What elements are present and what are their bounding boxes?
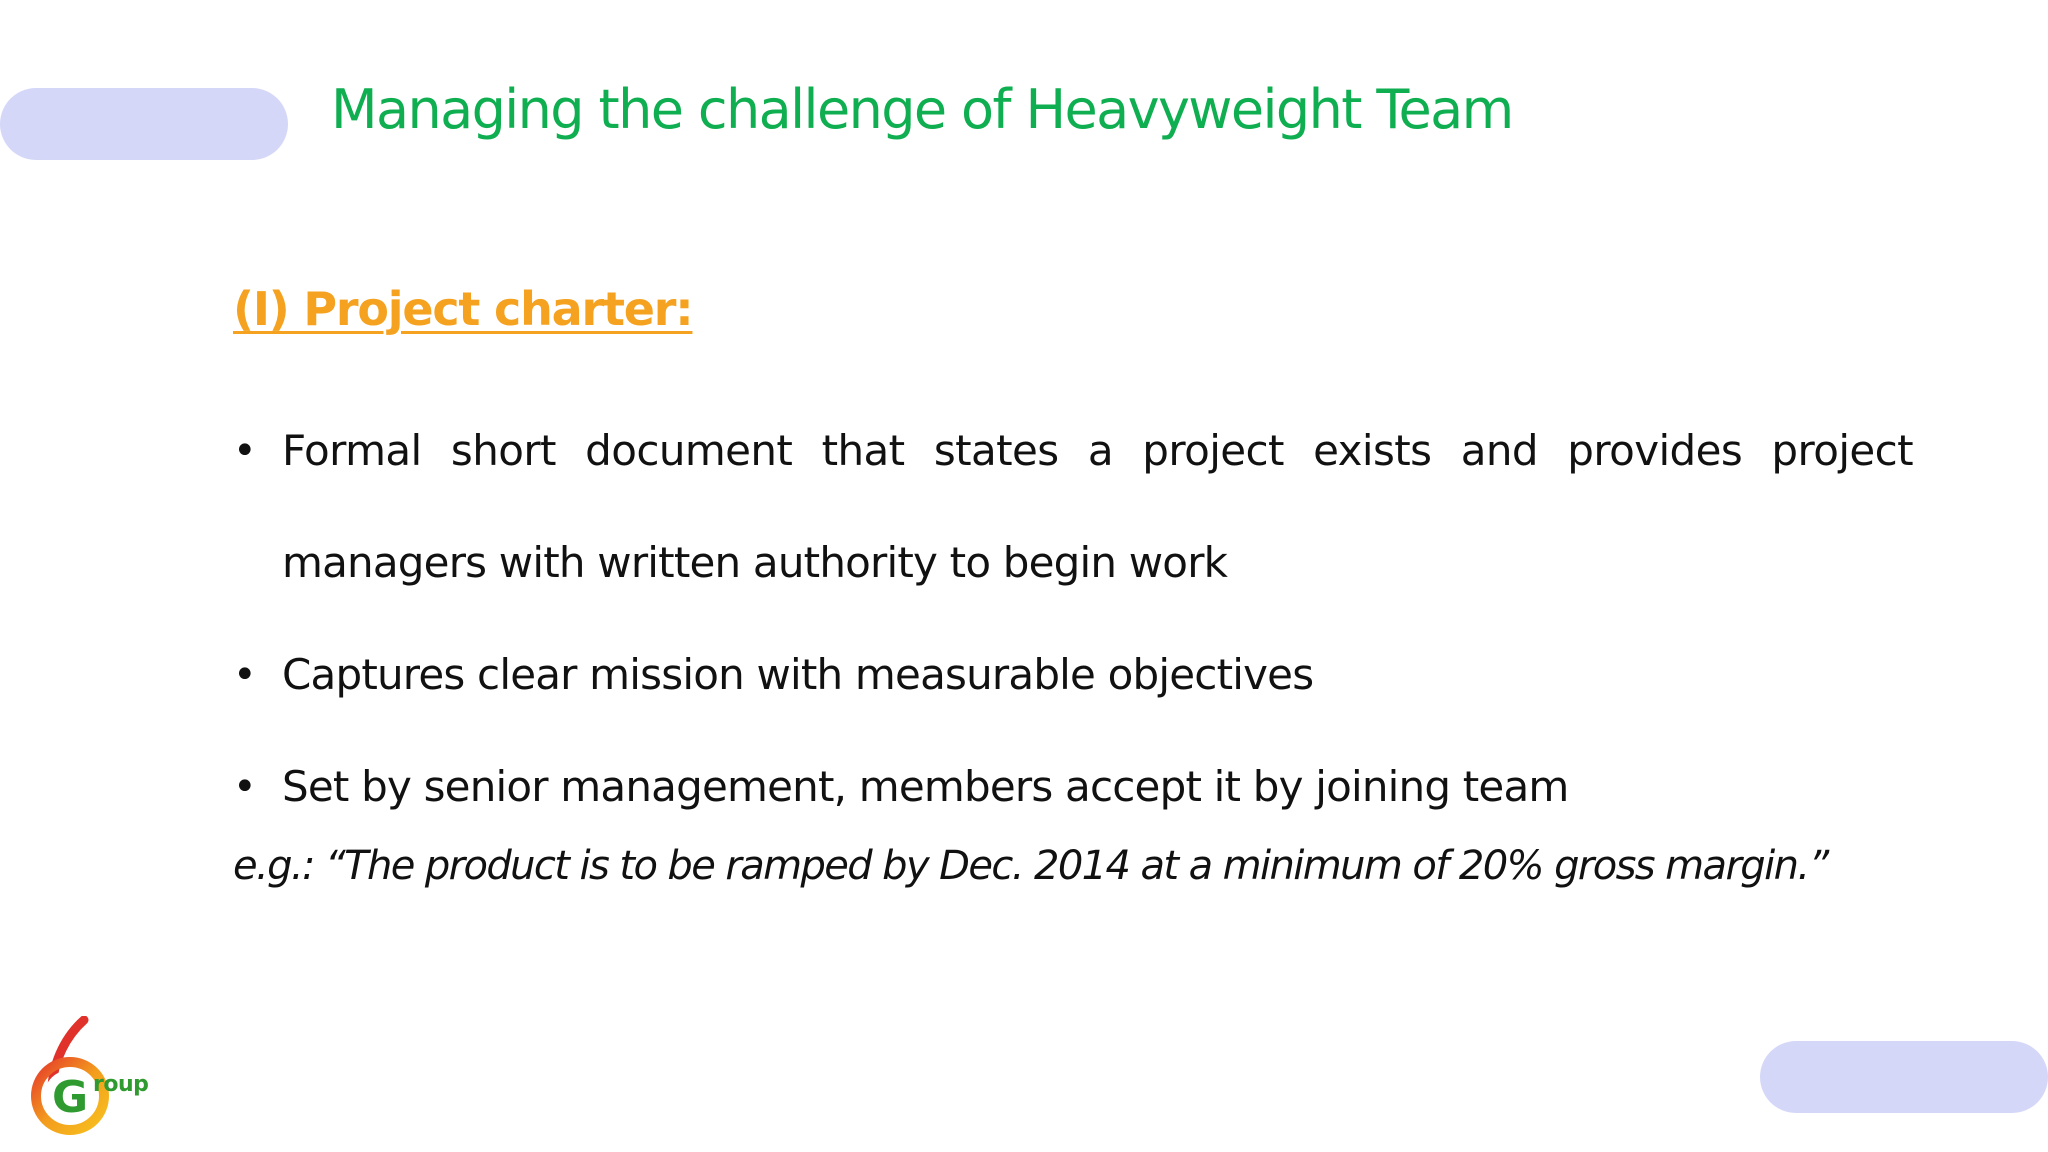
logo-numeral: 6 (75, 1052, 77, 1053)
decorative-pill-bottom-right (1760, 1041, 2048, 1113)
bullet-dot-icon: • (233, 428, 257, 474)
bullet-text: Set by senior management, members accept it by joining team (282, 762, 1569, 811)
bullet-dot-icon: • (233, 652, 257, 698)
bullet-text: Captures clear mission with measurable objectives (282, 650, 1314, 699)
bullet-list (233, 395, 1913, 843)
bullet-text (282, 395, 1913, 619)
slide-title: Managing the challenge of Heavyweight Team (331, 78, 1513, 141)
bullet-text-line-2: managers with written authority to begin work (282, 538, 1228, 587)
bullet-item-3 (233, 731, 1913, 843)
decorative-pill-top-left (0, 88, 288, 160)
logo-suffix: roup (93, 1072, 149, 1097)
logo-letter: G (51, 1072, 89, 1123)
bullet-text-line-1: Formal short document that states a project exists and provides project (282, 426, 1913, 475)
bullet-item-1 (233, 395, 1913, 619)
bullet-dot-icon: • (233, 764, 257, 810)
bullet-item-2 (233, 619, 1913, 731)
section-heading: (I) Project charter: (233, 282, 693, 336)
example-quote: e.g.: “The product is to be ramped by Dec. 2014 at a minimum of 20% gross margin.” (233, 843, 1828, 889)
